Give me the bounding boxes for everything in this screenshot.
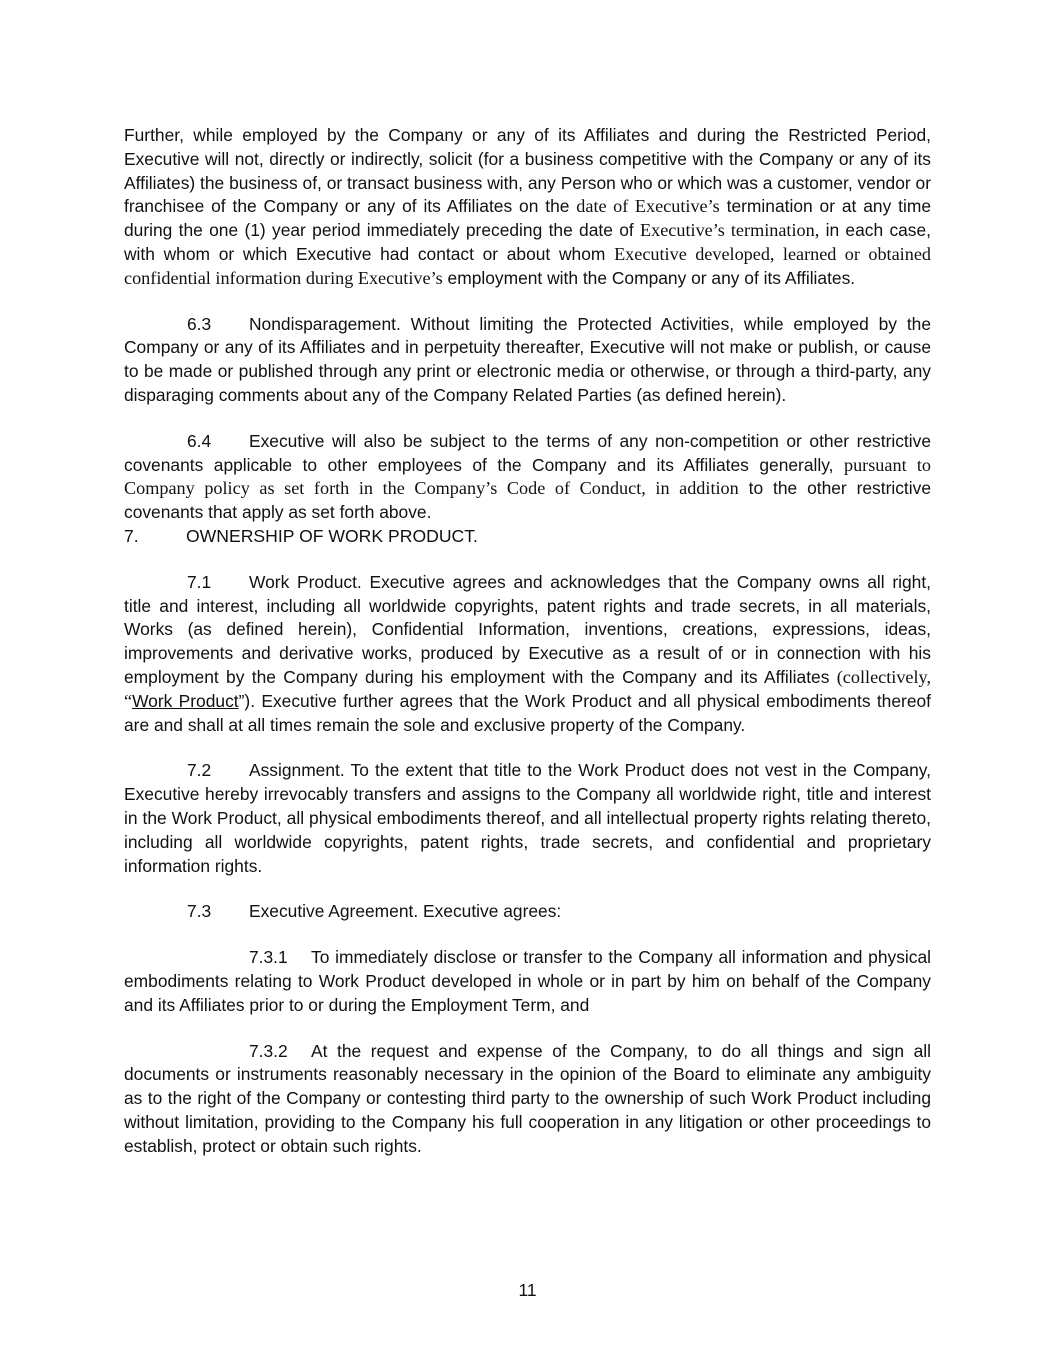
section-7-1-text-c: ”). Executive further agrees that the Work Product and all physical embodiments thereof are and shall at all times remain the sole and exclusive property of the Company. (124, 690, 931, 735)
section-6-4-text-b: pursuant to Company policy as set forth in the Company’s Code of Conduct, in addition (124, 454, 931, 499)
work-product-defined-term: Work Product (132, 690, 239, 711)
section-7-heading (124, 525, 931, 549)
section-6-3 (124, 313, 931, 408)
section-7-3-2-text: At the request and expense of the Company, to do all things and sign all documents or instruments reasonably necessary in the opinion of the Board to eliminate any ambiguity as to the right of the Company or contesting third party to the ownership of such Work Product including without limitation, providing to the Company his full cooperation in any litigation or other proceedings to establish, protect or obtain such rights. (124, 1040, 931, 1156)
section-7-3-number: 7.3 (187, 901, 212, 922)
section-7-1-text-b: (collectively, “ (124, 666, 931, 711)
section-7-title: OWNERSHIP OF WORK PRODUCT. (186, 525, 478, 546)
section-7-number: 7. (124, 525, 139, 546)
section-6-3-title: Nondisparagement. (249, 313, 401, 334)
section-7-1-title: Work Product. (249, 571, 362, 592)
page-number: 11 (518, 1280, 537, 1300)
section-7-3-text: Executive agrees: (418, 901, 562, 922)
section-7-3-1-text: To immediately disclose or transfer to the Company all information and physical embodiments relating to Work Product developed in whole or in part by him on behalf of the Company and its Affiliates prior to or during the Employment Term, and (124, 947, 931, 1015)
section-7-3-2-number: 7.3.2 (249, 1040, 288, 1061)
intro-paragraph (124, 124, 931, 291)
section-7-3 (124, 900, 931, 924)
section-7-2-text: To the extent that title to the Work Product does not vest in the Company, Executive hereby irrevocably transfers and assigns to the Company all worldwide right, title and interest in the Work Product, all physical embodiments thereof, and all intellectual property rights relating thereto, including all worldwide copyrights, patent rights, trade secrets, and confidential and proprietary information rights. (124, 760, 931, 876)
section-6-4-number: 6.4 (187, 430, 212, 451)
intro-text-a: Further, while employed by the Company or any of its Affiliates and during the Restricted Period, Executive will not, directly or indirectly, solicit (for a business competitive with the Company or any of its Affiliates) the business of, or transact business with, any Person who or which was a customer, vendor or franchisee of the Company or any of its Affiliates on the (124, 125, 931, 217)
intro-text-g: employment with the Company or any of its Affiliates. (442, 267, 856, 288)
section-7-3-2 (124, 1040, 931, 1159)
section-7-3-title: Executive Agreement. (249, 901, 419, 922)
intro-text-c: termination or at any time during the one (1) year period immediately preceding the date of (124, 196, 932, 241)
intro-text-e: in each case, with whom or which Executive had contact or about whom (124, 220, 932, 264)
section-7-3-1-number: 7.3.1 (249, 947, 288, 968)
section-6-4-text-a: Executive will also be subject to the terms of any non-competition or other restrictive covenants applicable to other employees of the Company and its Affiliates generally, (124, 430, 931, 475)
section-6-3-text: Without limiting the Protected Activities, while employed by the Company or any of its Affiliates and in perpetuity thereafter, Executive will not make or publish, or cause to be made or published through any print or electronic media or otherwise, or through a third-party, any disparaging comments about any of the Company Related Parties (as defined herein). (124, 313, 931, 405)
section-7-2 (124, 759, 931, 878)
section-7-1-text-a: Executive agrees and acknowledges that the Company owns all right, title and interest, including all worldwide copyrights, patent rights and trade secrets, in all materials, Works (as defined herein), Confidential Information, inventions, creations, expressions, ideas, improvements and derivative works, produced by Executive as a result of or in connection with his employment by the Company during his employment with the Company and its Affiliates (124, 571, 931, 687)
intro-text-d: Executive’s termination, (640, 220, 820, 241)
intro-text-b: date of Executive’s (576, 196, 720, 217)
section-6-4-text-c: to the other restrictive covenants that apply as set forth above. (124, 478, 931, 523)
intro-text-f: Executive developed, learned or obtained confidential information during Executive’s (124, 243, 931, 288)
section-6-4 (124, 430, 931, 525)
section-6-3-number: 6.3 (187, 313, 212, 334)
section-7-2-number: 7.2 (187, 760, 212, 781)
section-7-2-title: Assignment. (249, 760, 345, 781)
section-7-1 (124, 571, 931, 738)
section-7-3-1 (124, 946, 931, 1017)
section-7-1-number: 7.1 (187, 571, 212, 592)
document-page (124, 124, 931, 1158)
